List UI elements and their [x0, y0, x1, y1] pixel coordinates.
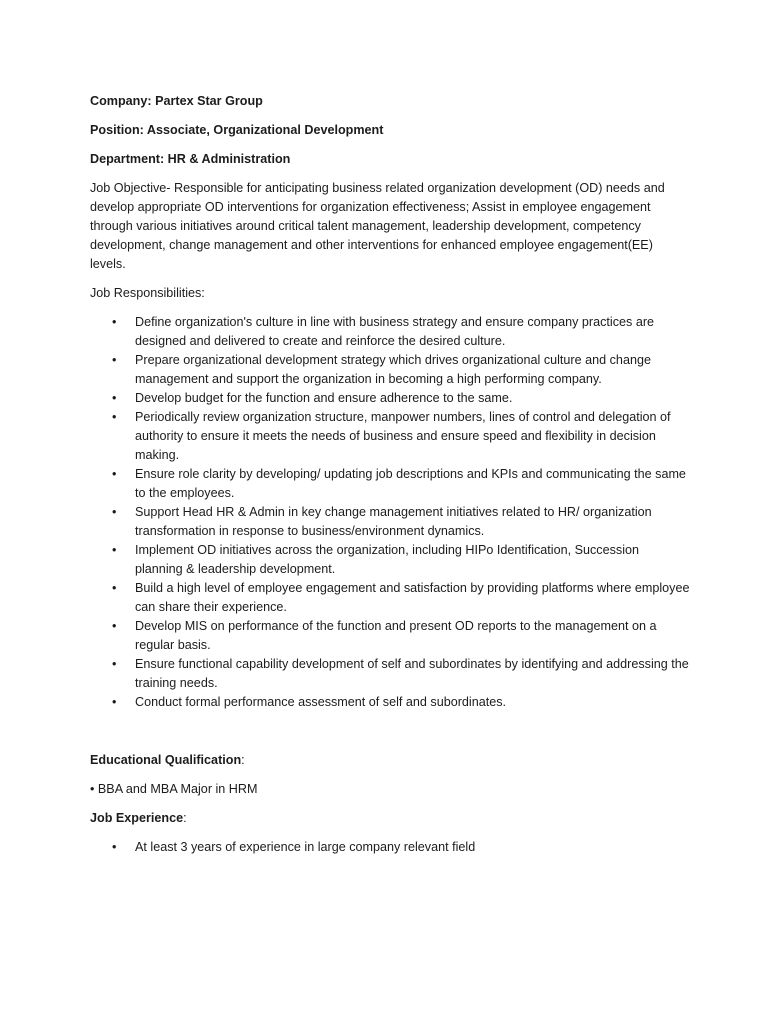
bullet-icon: •	[112, 410, 117, 424]
list-item	[90, 541, 690, 579]
list-item	[90, 503, 690, 541]
education-colon: :	[241, 753, 245, 767]
section-spacer	[90, 712, 690, 751]
list-item-text: Support Head HR & Admin in key change management initiatives related to HR/ organization transformation in response to business/environment dynamics.	[135, 505, 652, 538]
company-line: Company: Partex Star Group	[90, 94, 263, 108]
list-item-text: Conduct formal performance assessment of self and subordinates.	[135, 695, 507, 709]
education-item: • BBA and MBA Major in HRM	[90, 782, 258, 796]
list-item	[90, 389, 690, 408]
list-item-text: Develop MIS on performance of the function and present OD reports to the management on a regular basis.	[135, 619, 657, 652]
list-item	[90, 617, 690, 655]
responsibilities-list	[90, 313, 690, 712]
experience-title: Job Experience	[90, 811, 184, 825]
bullet-icon: •	[112, 619, 117, 633]
job-objective: Job Objective- Responsible for anticipating business related organization development (OD) needs and develop appropriate OD interventions for organization effectiveness; Assist in employee engagement through various initiatives around critical talent management, leadership development, competency development, change management and other interventions for enhanced employee engagement(EE) levels.	[90, 181, 665, 271]
list-item	[90, 838, 690, 857]
responsibilities-label: Job Responsibilities:	[90, 286, 205, 300]
bullet-icon: •	[112, 581, 117, 595]
list-item-text: Periodically review organization structure, manpower numbers, lines of control and delegation of authority to ensure it meets the needs of business and ensure speed and flexibility in decision making.	[135, 410, 671, 462]
list-item	[90, 655, 690, 693]
list-item	[90, 408, 690, 465]
education-title: Educational Qualification	[90, 753, 242, 767]
department-line: Department: HR & Administration	[90, 152, 291, 166]
list-item-text: At least 3 years of experience in large company relevant field	[135, 840, 476, 854]
bullet-icon: •	[112, 695, 117, 709]
bullet-icon: •	[112, 543, 117, 557]
bullet-icon: •	[112, 840, 117, 854]
bullet-icon: •	[112, 467, 117, 481]
list-item-text: Develop budget for the function and ensure adherence to the same.	[135, 391, 513, 405]
list-item	[90, 313, 690, 351]
list-item-text: Build a high level of employee engagement and satisfaction by providing platforms where employee can share their experience.	[135, 581, 690, 614]
list-item	[90, 351, 690, 389]
experience-heading	[90, 809, 690, 828]
experience-list	[90, 838, 690, 857]
list-item-text: Ensure functional capability development of self and subordinates by identifying and addressing the training needs.	[135, 657, 689, 690]
list-item	[90, 579, 690, 617]
list-item-text: Define organization's culture in line with business strategy and ensure company practices are designed and delivered to create and reinforce the desired culture.	[135, 315, 655, 348]
bullet-icon: •	[112, 505, 117, 519]
bullet-icon: •	[112, 315, 117, 329]
list-item	[90, 693, 690, 712]
position-line: Position: Associate, Organizational Development	[90, 123, 384, 137]
bullet-icon: •	[112, 353, 117, 367]
bullet-icon: •	[112, 657, 117, 671]
list-item-text: Ensure role clarity by developing/ updating job descriptions and KPIs and communicating the same to the employees.	[135, 467, 686, 500]
list-item	[90, 465, 690, 503]
list-item-text: Implement OD initiatives across the organization, including HIPo Identification, Succession planning & leadership development.	[135, 543, 640, 576]
job-description-document	[90, 92, 690, 857]
education-heading	[90, 751, 690, 770]
experience-colon: :	[183, 811, 187, 825]
list-item-text: Prepare organizational development strategy which drives organizational culture and change management and support the organization in becoming a high performing company.	[135, 353, 651, 386]
bullet-icon: •	[112, 391, 117, 405]
